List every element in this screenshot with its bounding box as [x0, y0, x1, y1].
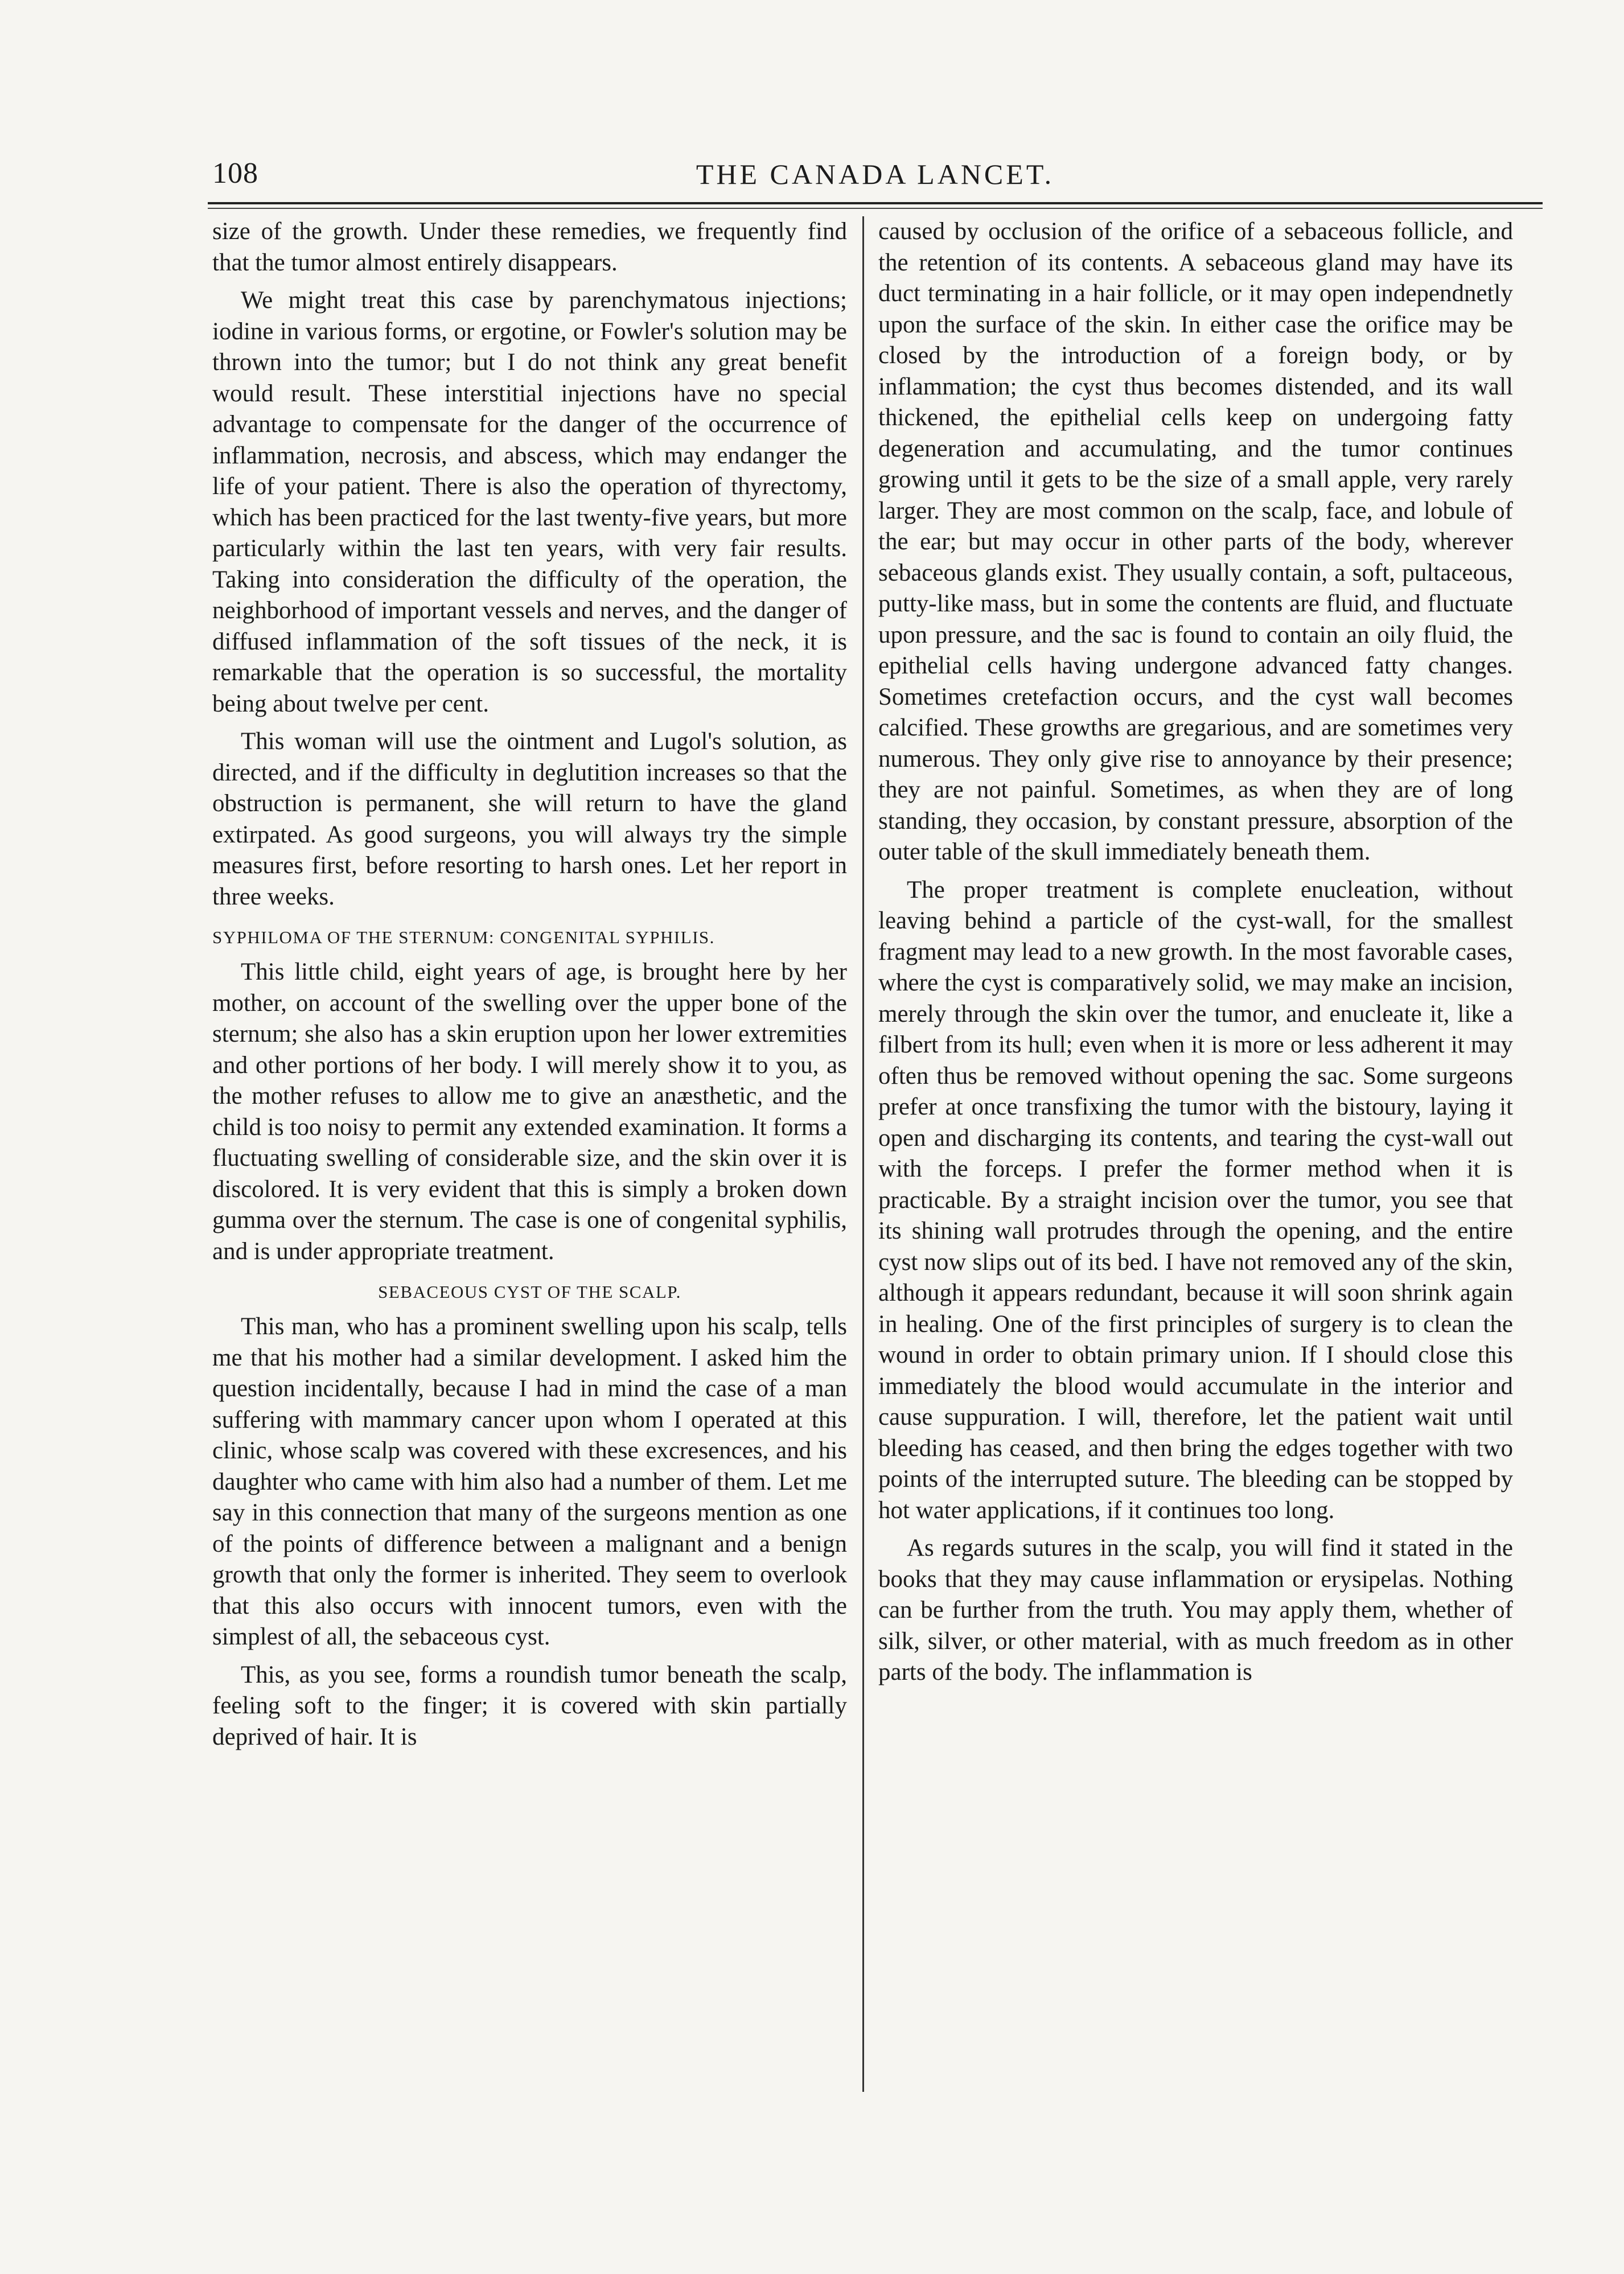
paragraph: size of the growth. Under these remedies, we frequently find that the tumor almost entirely disappears. [212, 218, 847, 276]
section-heading-syphiloma: SYPHILOMA OF THE STERNUM: CONGENITAL SYPHILIS. [212, 927, 715, 947]
section-heading-sebaceous-cyst: SEBACEOUS CYST OF THE SCALP. [378, 1282, 681, 1302]
paragraph: As regards sutures in the scalp, you will find it stated in the books that they may cause inflammation or erysipelas. Nothing can be further from the truth. You may apply them, whether of silk, silver, or other material, with as much freedom as in other parts of the body. The inflammation is [878, 1535, 1513, 1685]
page-number: 108 [212, 157, 258, 190]
paragraph: This woman will use the ointment and Lugol's solution, as directed, and if the difficulty in deglutition increases so that the obstruction is permanent, she will return to have the gland extirpated. As good surgeons, you will always try the simple measures first, before resorting to harsh ones. Let her report in three weeks. [212, 728, 847, 910]
paragraph: This man, who has a prominent swelling upon his scalp, tells me that his mother had a similar development. I asked him the question incidentally, because I had in mind the case of a man suffering with mammary cancer upon whom I operated at this clinic, whose scalp was covered with these excresences, and his daughter who came with him also had a number of them. Let me say in this connection that many of the surgeons mention as one of the points of difference between a malignant and a benign growth that only the former is inherited. They seem to overlook that this also occurs with innocent tumors, even with the simplest of all, the sebaceous cyst. [212, 1313, 847, 1650]
paragraph: caused by occlusion of the orifice of a sebaceous follicle, and the retention of its contents. A sebaceous gland may have its duct terminating in a hair follicle, or it may open independnetly upon the surface of the skin. In either case the orifice may be closed by the introduction of a foreign body, or by inflammation; the cyst thus becomes distended, and its wall thickened, the epithelial cells keep on undergoing fatty degeneration and accumulating, and the tumor continues growing until it gets to be the size of a small apple, very rarely larger. They are most common on the scalp, face, and lobule of the ear; but may occur in other parts of the body, wherever sebaceous glands exist. They usually contain, a soft, pultaceous, putty-like mass, but in some the contents are fluid, and fluctuate upon pressure, and the sac is found to contain an oily fluid, the epithelial cells having undergone advanced fatty changes. Sometimes cretefaction occurs, and the cyst wall becomes calcified. These growths are gregarious, and are sometimes very numerous. They only give rise to annoyance by their presence; they are not painful. Sometimes, as when they are of long standing, they occasion, by constant pressure, absorption of the outer table of the skull immediately beneath them. [878, 218, 1513, 865]
page-header [208, 145, 1543, 199]
left-column [212, 216, 847, 1753]
header-rule-thin [208, 208, 1543, 209]
paragraph: The proper treatment is complete enucleation, without leaving behind a particle of the cyst-wall, for the smallest fragment may lead to a new growth. In the most favorable cases, where the cyst is comparatively solid, we may make an incision, merely through the skin over the tumor, and enucleate it, like a filbert from its hull; even when it is more or less adherent it may often thus be removed without opening the sac. Some surgeons prefer at once transfixing the tumor with the bistoury, laying it open and discharging its contents, and tearing the cyst-wall out with the forceps. I prefer the former method when it is practicable. By a straight incision over the tumor, you see that its shining wall protrudes through the opening, and the entire cyst now slips out of its bed. I have not removed any of the skin, although it appears redundant, because it will soon shrink again in healing. One of the first principles of surgery is to clean the wound in order to obtain primary union. If I should close this immediately the blood would accumulate in the interior and cause suppuration. I will, therefore, let the patient wait until bleeding has ceased, and then bring the edges together with two points of the interrupted suture. The bleeding can be stopped by hot water applications, if it continues too long. [878, 876, 1513, 1524]
right-column [878, 216, 1513, 1688]
paragraph: We might treat this case by parenchymatous injections; iodine in various forms, or ergotine, or Fowler's solution may be thrown into the tumor; but I do not think any great benefit would result. These interstitial injections have no special advantage to compensate for the danger of the occurrence of inflammation, necrosis, and abscess, which may endanger the life of your patient. There is also the operation of thyrectomy, which has been practiced for the last twenty-five years, but more particularly within the last ten years, with very fair results. Taking into consideration the difficulty of the operation, the neighborhood of important vessels and nerves, and the danger of diffused inflammation of the soft tissues of the neck, it is remarkable that the operation is so successful, the mortality being about twelve per cent. [212, 287, 847, 717]
column-divider [862, 216, 864, 2092]
paragraph: This, as you see, forms a roundish tumor beneath the scalp, feeling soft to the finger; it is covered with skin partially deprived of hair. It is [212, 1661, 847, 1750]
header-rule [208, 202, 1543, 204]
journal-title: THE CANADA LANCET. [696, 158, 1055, 190]
paragraph: This little child, eight years of age, is brought here by her mother, on account of the swelling over the upper bone of the sternum; she also has a skin eruption upon her lower extremities and other portions of her body. I will merely show it to you, as the mother refuses to allow me to give an anæsthetic, and the child is too noisy to permit any extended examination. It forms a fluctuating swelling of considerable size, and the skin over it is discolored. It is very evident that this is simply a broken down gumma over the sternum. The case is one of congenital syphilis, and is under appropriate treatment. [212, 959, 847, 1265]
journal-page [208, 145, 1543, 2092]
